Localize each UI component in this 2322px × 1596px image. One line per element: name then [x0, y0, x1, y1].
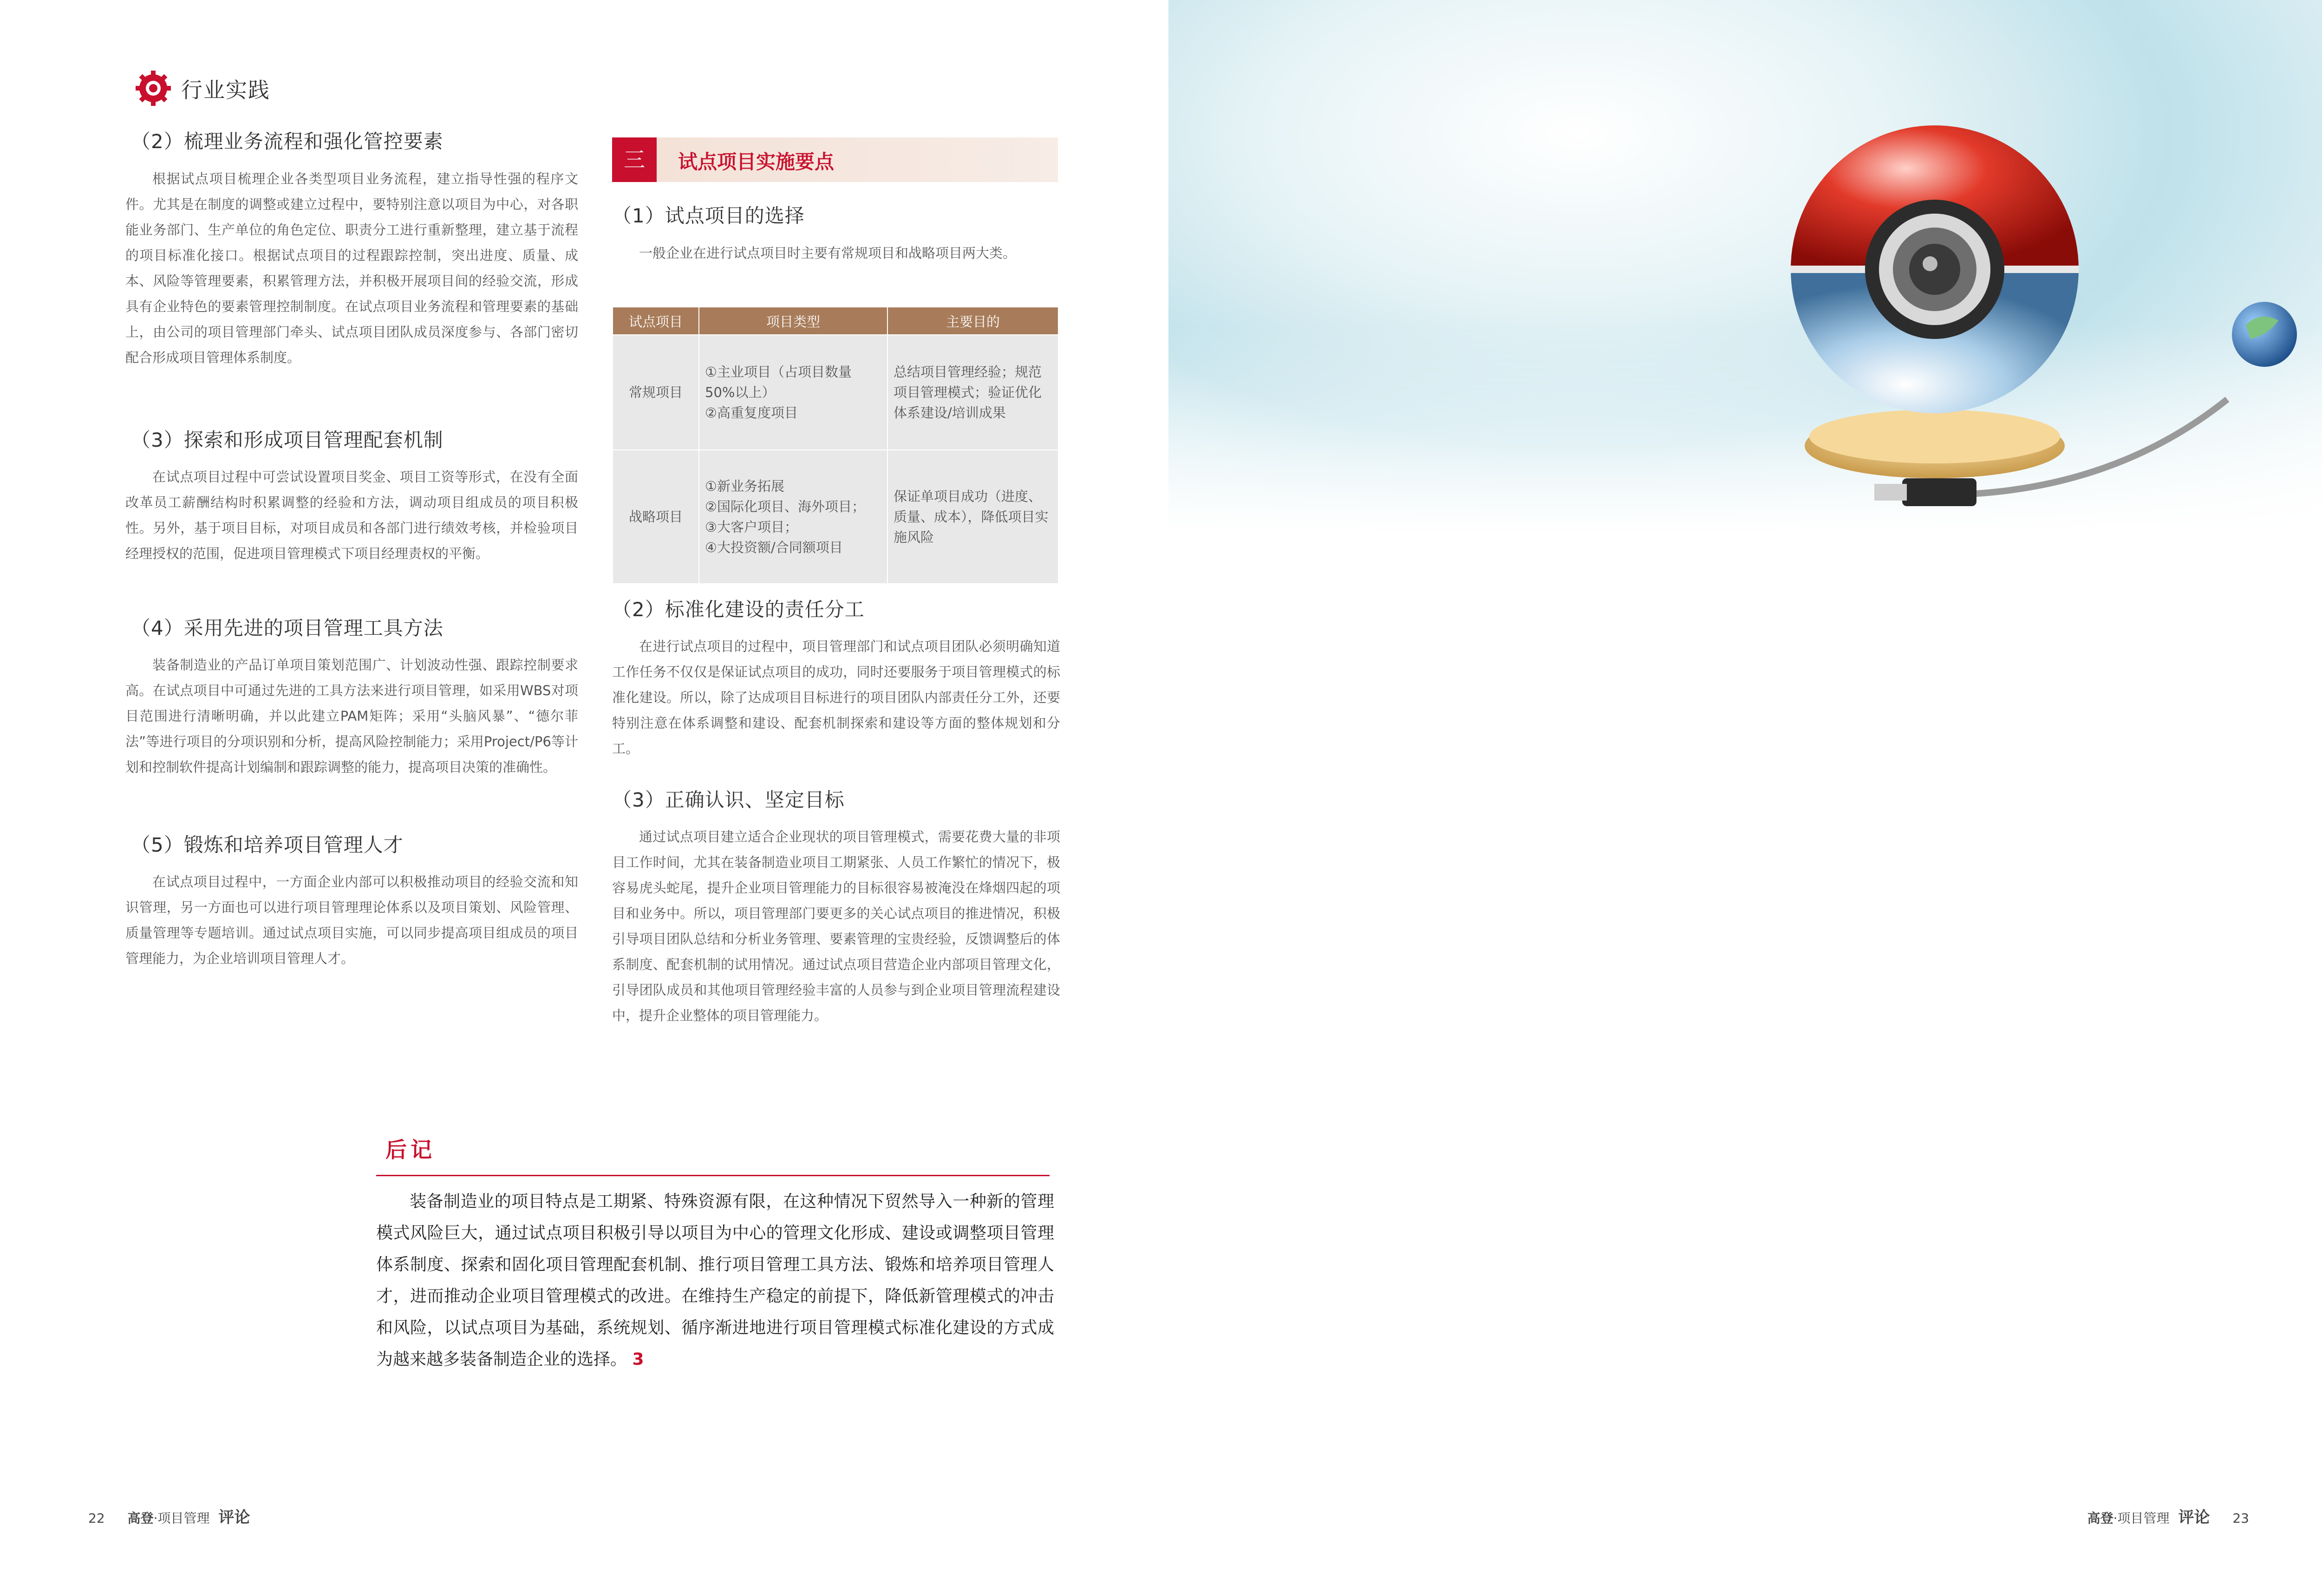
afterword-body: 装备制造业的项目特点是工期紧、特殊资源有限，在这种情况下贸然导入一种新的管理模式风险巨大，通过试点项目积极引导以项目为中心的管理文化形成、建设或调整项目管理体系制度、探索和固化项目管理配套机制、推行项目管理工具方法、锻炼和培养项目管理人才，进而推动企业项目管理模式的改进。在维持生产稳定的前提下，降低新管理模式的冲击和风险，以试点项目为基础，系统规划、循序渐进地进行项目管理模式标准化建设的方式成为越来越多装备制造企业的选择。: [376, 1192, 1054, 1369]
page-number: 22: [88, 1511, 105, 1526]
para-s5: 在试点项目过程中，一方面企业内部可以积极推动项目的经验交流和知识管理，另一方面也可以进行项目管理理论体系以及项目策划、风险管理、质量管理等专题培训。通过试点项目实施，可以同步提高项目组成员的项目管理能力，为企业培训项目管理人才。: [125, 874, 578, 966]
heading-s4: （4）采用先进的项目管理工具方法: [131, 617, 444, 639]
right-page: [1168, 0, 2322, 1596]
table-header: 主要目的: [887, 307, 1058, 335]
footer-brand: 高登: [127, 1511, 154, 1526]
para-s2: 根据试点项目梳理企业各类型项目业务流程，建立指导性强的程序文件。尤其是在制度的调整或建立过程中，要特别注意以项目为中心，对各职能业务部门、生产单位的角色定位、职责分工进行重新整理，建立基于流程的项目标准化接口。根据试点项目的过程跟踪控制，突出进度、质量、成本、风险等管理要素，积累管理方法，并积极开展项目间的经验交流，形成具有企业特色的要素管理控制制度。在试点项目业务流程和管理要素的基础上，由公司的项目管理部门牵头、试点项目团队成员深度参与、各部门密切配合形成项目管理体系制度。: [125, 171, 578, 365]
pilot-project-table: [612, 306, 1059, 584]
type-item: ③大客户项目；: [705, 519, 798, 535]
heading-s2: （2）梳理业务流程和强化管控要素: [131, 130, 444, 153]
footer-sub: ·项目管理: [153, 1511, 210, 1526]
afterword-text: [376, 1186, 1054, 1375]
table-header: 项目类型: [699, 307, 887, 335]
table-cell-name: 战略项目: [613, 450, 699, 584]
heading-c3: （3）正确认识、坚定目标: [612, 788, 845, 811]
footer-review: 评论: [218, 1508, 250, 1527]
page-number: 23: [2232, 1511, 2249, 1526]
section-number: 三: [612, 137, 657, 182]
table-cell-goal: 保证单项目成功（进度、质量、成本），降低项目实施风险: [887, 450, 1058, 584]
type-item: ②高重复度项目: [705, 405, 798, 421]
heading-s3: （3）探索和形成项目管理配套机制: [131, 429, 444, 451]
type-item: ①主业项目（占项目数量50%以上）: [705, 364, 852, 400]
footer-right: [2087, 1505, 2249, 1527]
type-item: ②国际化项目、海外项目；: [705, 499, 865, 515]
footer-sub: ·项目管理: [2113, 1511, 2170, 1526]
para-c1: 一般企业在进行试点项目时主要有常规项目和战略项目两大类。: [639, 245, 1017, 261]
table-cell-types: [699, 450, 887, 584]
table-cell-types: [699, 335, 887, 450]
afterword-title: 后记: [385, 1137, 436, 1162]
section-title: 试点项目实施要点: [678, 150, 835, 173]
gear-logo-icon: [135, 70, 172, 107]
table-row: [613, 335, 1058, 450]
para-s4: 装备制造业的产品订单项目策划范围广、计划波动性强、跟踪控制要求高。在试点项目中可通过先进的工具方法来进行项目管理，如采用WBS对项目范围进行清晰明确，并以此建立PAM矩阵；采用“头脑风暴”、“德尔菲法”等进行项目的分项识别和分析，提高风险控制能力；采用Project/P6等计划和控制软件提高计划编制和跟踪调整的能力，提高项目决策的准确性。: [125, 657, 578, 775]
type-item: ④大投资额/合同额项目: [705, 540, 843, 555]
section-header: 行业实践: [181, 78, 270, 103]
para-c3: 通过试点项目建立适合企业现状的项目管理模式，需要花费大量的非项目工作时间，尤其在装备制造业项目工期紧张、人员工作繁忙的情况下，极容易虎头蛇尾，提升企业项目管理能力的目标很容易被淹没在烽烟四起的项目和业务中。所以，项目管理部门要更多的关心试点项目的推进情况，积极引导项目团队总结和分析业务管理、要素管理的宝贵经验，反馈调整后的体系制度、配套机制的试用情况。通过试点项目营造企业内部项目管理文化，引导团队成员和其他项目管理经验丰富的人员参与到企业项目管理流程建设中，提升企业整体的项目管理能力。: [612, 829, 1060, 1023]
table-cell-goal: 总结项目管理经验；规范项目管理模式；验证优化体系建设/培训成果: [887, 335, 1058, 450]
footer-review: 评论: [2178, 1508, 2210, 1527]
heading-c1: （1）试点项目的选择: [612, 204, 805, 227]
footer-brand: 高登: [2087, 1511, 2113, 1526]
heading-s5: （5）锻炼和培养项目管理人才: [131, 834, 404, 856]
para-s3: 在试点项目过程中可尝试设置项目奖金、项目工资等形式，在没有全面改革员工薪酬结构时积累调整的经验和方法，调动项目组成员的项目积极性。另外，基于项目目标，对项目成员和各部门进行绩效考核，并检验项目经理授权的范围，促进项目管理模式下项目经理责权的平衡。: [125, 469, 578, 561]
footer-left: [88, 1505, 250, 1527]
heading-c2: （2）标准化建设的责任分工: [612, 598, 865, 621]
section-three-bar: [612, 137, 1058, 182]
table-row: [613, 450, 1058, 584]
table-cell-name: 常规项目: [613, 335, 699, 450]
afterword-rule: [376, 1175, 1050, 1176]
para-c2: 在进行试点项目的过程中，项目管理部门和试点项目团队必须明确知道工作任务不仅仅是保证试点项目的成功，同时还要服务于项目管理模式的标准化建设。所以，除了达成项目目标进行的项目团队内部责任分工外，还要特别注意在体系调整和建设、配套机制探索和建设等方面的整体规划和分工。: [612, 638, 1060, 756]
type-item: ①新业务拓展: [705, 478, 784, 494]
table-header: 试点项目: [613, 307, 699, 335]
end-mark: 3: [632, 1350, 644, 1369]
camera-ball-illustration-icon: [1763, 93, 2320, 534]
